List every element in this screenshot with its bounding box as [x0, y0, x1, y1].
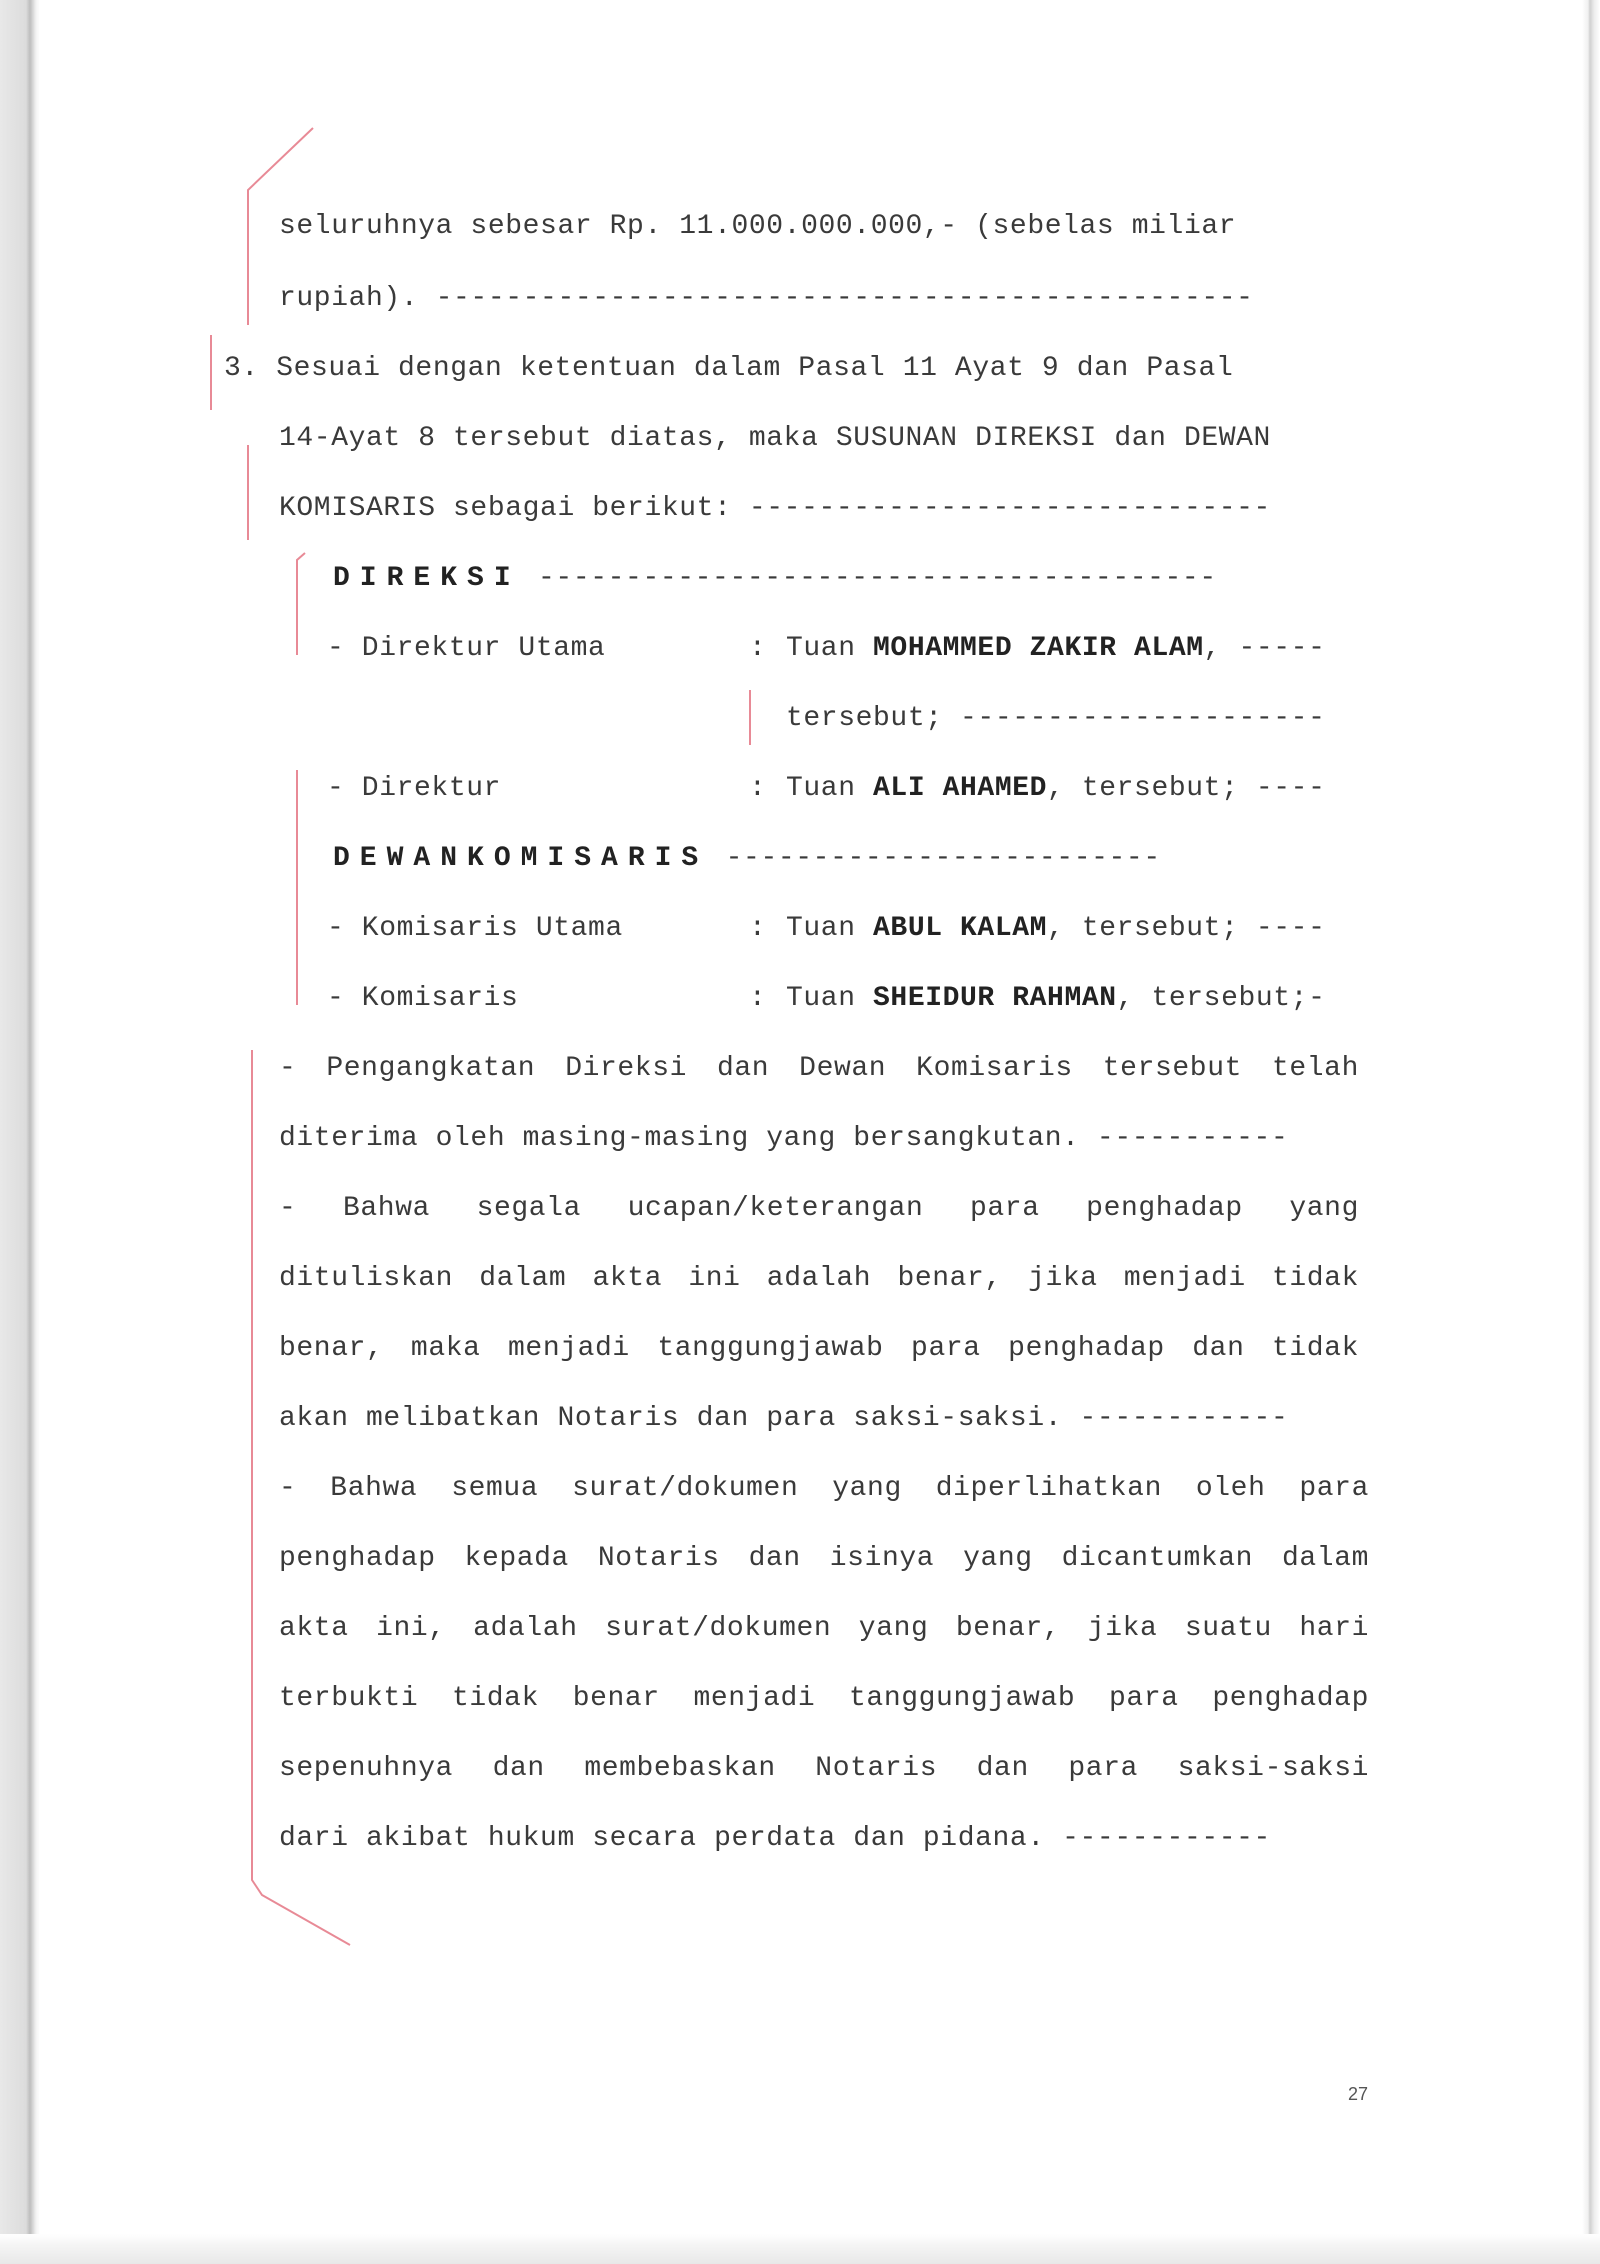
dewan-heading-line [333, 842, 1161, 876]
direksi-mark [297, 553, 305, 655]
paragraph-line: dituliskan dalam akta ini adalah benar, jika menjadi tidak [279, 1263, 1359, 1294]
direksi-heading: DIREKSI [333, 563, 521, 594]
officer-name: ALI AHAMED [873, 773, 1048, 804]
role-label: - Direktur Utama [327, 633, 606, 664]
colon: : [749, 913, 767, 944]
paragraph-line: - Bahwa semua surat/dokumen yang diperlihatkan oleh para [279, 1473, 1369, 1504]
page-number: 27 [1348, 2084, 1369, 2104]
role-label: - Komisaris [327, 983, 519, 1014]
paragraph-line: dari akibat hukum secara perdata dan pidana. ------------ [279, 1823, 1271, 1854]
title-prefix: Tuan [786, 913, 874, 944]
officer-name: MOHAMMED ZAKIR ALAM [873, 633, 1204, 664]
heading-dashes: ------------------------- [708, 843, 1161, 874]
officer-name: SHEIDUR RAHMAN [873, 983, 1117, 1014]
officer-suffix: , tersebut;- [1116, 983, 1326, 1014]
role-label: - Direktur [327, 773, 502, 804]
paragraph-line: akta ini, adalah surat/dokumen yang benar, jika suatu hari [279, 1613, 1369, 1644]
paragraph-line: diterima oleh masing-masing yang bersangkutan. ----------- [279, 1123, 1289, 1154]
officer-entry [786, 912, 1326, 946]
paragraph-line: akan melibatkan Notaris dan para saksi-saksi. ------------ [279, 1403, 1289, 1434]
paragraph-line: - Pengangkatan Direksi dan Dewan Komisaris tersebut telah [279, 1053, 1359, 1084]
title-prefix: Tuan [786, 773, 874, 804]
officer-suffix: , tersebut; ---- [1047, 773, 1326, 804]
dewan-heading: DEWANKOMISARIS [333, 843, 709, 874]
title-prefix: Tuan [786, 983, 874, 1014]
text-line: seluruhnya sebesar Rp. 11.000.000.000,- (sebelas miliar [279, 211, 1237, 242]
colon: : [749, 633, 767, 664]
text-line: 14-Ayat 8 tersebut diatas, maka SUSUNAN DIREKSI dan DEWAN [279, 423, 1271, 454]
text-line: 3. Sesuai dengan ketentuan dalam Pasal 11 Ayat 9 dan Pasal [224, 353, 1234, 384]
officer-suffix: , ----- [1203, 633, 1326, 664]
paragraph-line: terbukti tidak benar menjadi tanggungjawab para penghadap [279, 1683, 1369, 1714]
paragraph-line: - Bahwa segala ucapan/keterangan para penghadap yang [279, 1193, 1359, 1224]
colon: : [749, 983, 767, 1014]
officer-entry [786, 632, 1326, 666]
officer-entry [786, 772, 1326, 806]
text-line: KOMISARIS sebagai berikut: ------------------------------ [279, 493, 1271, 524]
continuation-line: tersebut; --------------------- [786, 703, 1326, 734]
officer-suffix: , tersebut; ---- [1047, 913, 1326, 944]
heading-dashes: --------------------------------------- [520, 563, 1217, 594]
title-prefix: Tuan [786, 633, 874, 664]
officer-name: ABUL KALAM [873, 913, 1048, 944]
paragraph-line: benar, maka menjadi tanggungjawab para penghadap dan tidak [279, 1333, 1359, 1364]
paragraph-line: penghadap kepada Notaris dan isinya yang dicantumkan dalam [279, 1543, 1369, 1574]
role-label: - Komisaris Utama [327, 913, 623, 944]
direksi-heading-line [333, 562, 1217, 596]
officer-entry [786, 982, 1326, 1016]
paragraph-line: sepenuhnya dan membebaskan Notaris dan para saksi-saksi [279, 1753, 1369, 1784]
colon: : [749, 773, 767, 804]
text-line: rupiah). ----------------------------------------------- [279, 283, 1254, 314]
